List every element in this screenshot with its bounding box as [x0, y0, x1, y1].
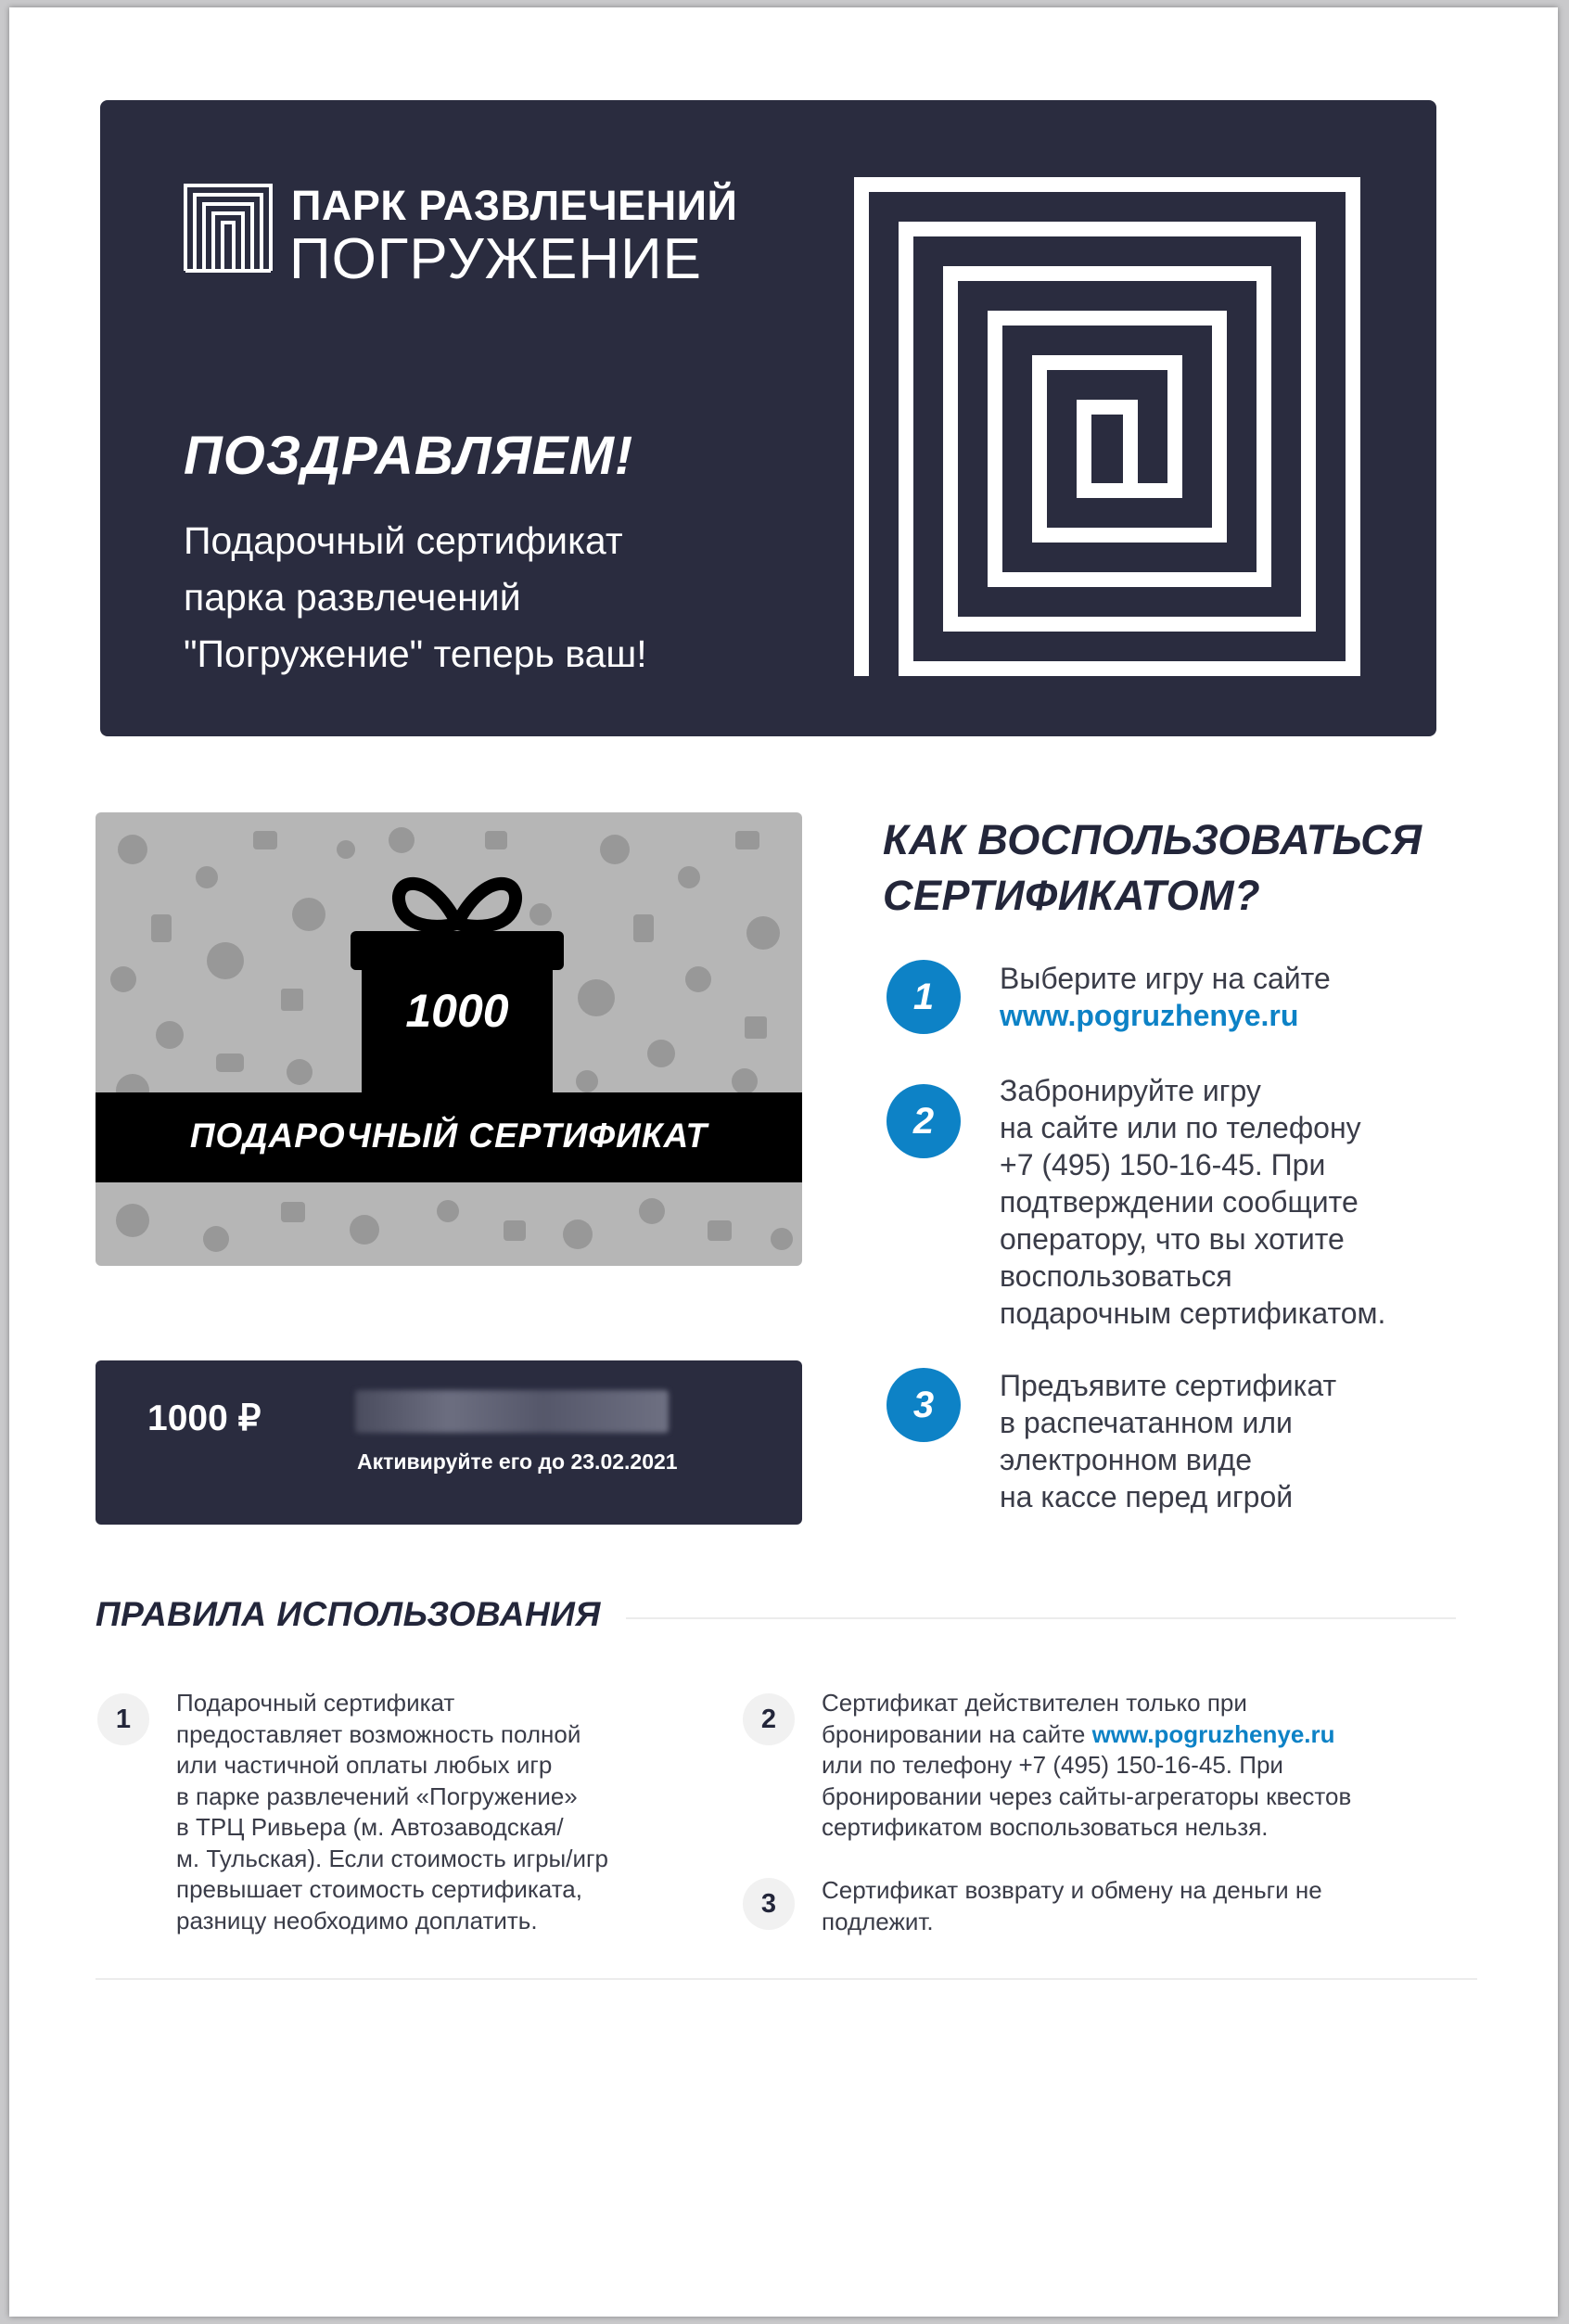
howto-heading-line: КАК ВОСПОЛЬЗОВАТЬСЯ [883, 816, 1422, 863]
hero-message-line: "Погружение" теперь ваш! [184, 632, 647, 675]
step-number-badge: 3 [887, 1368, 961, 1442]
park-logo-icon [184, 184, 273, 273]
step-text-line: оператору, что вы хотите [1000, 1222, 1345, 1256]
rule-text-line: м. Тульская). Если стоимость игры/игр [176, 1844, 608, 1872]
divider [96, 1978, 1477, 1980]
rule-text-line: разницу необходимо доплатить. [176, 1906, 538, 1935]
rule-text-line: или частичной оплаты любых игр [176, 1751, 553, 1779]
step-text-line: в распечатанном или [1000, 1406, 1293, 1439]
rule-text-line: подлежит. [822, 1907, 934, 1935]
rule-text-line [822, 1719, 1351, 1751]
step-text-line: +7 (495) 150-16-45. При [1000, 1148, 1326, 1181]
hero-banner [100, 100, 1436, 736]
rule-3-text [822, 1875, 1322, 1937]
certificate-page [9, 7, 1558, 2317]
rule-number-badge: 3 [743, 1878, 795, 1930]
spiral-logo-icon [854, 177, 1360, 676]
website-link[interactable]: www.pogruzhenye.ru [1000, 999, 1299, 1032]
rule-number-badge: 1 [97, 1693, 149, 1745]
certificate-code-redacted [355, 1390, 669, 1433]
step-3-text [1000, 1367, 1482, 1515]
certificate-value: 1000 ₽ [147, 1398, 262, 1438]
certificate-code-bar [96, 1360, 802, 1525]
rule-text-line: бронировании через сайты-агрегаторы квестов [822, 1781, 1352, 1810]
howto-heading [883, 812, 1439, 924]
howto-heading-line: СЕРТИФИКАТОМ? [883, 872, 1261, 919]
step-text-line: подарочным сертификатом. [1000, 1296, 1386, 1330]
step-text-line: на кассе перед игрой [1000, 1480, 1294, 1513]
gift-card-image [96, 812, 802, 1266]
card-band-label: ПОДАРОЧНЫЙ СЕРТИФИКАТ [189, 1117, 708, 1155]
gift-amount: 1000 [405, 985, 509, 1037]
hero-message-line: Подарочный сертификат [184, 519, 623, 562]
logo-text-park: ПАРК РАЗВЛЕЧЕНИЙ [291, 182, 738, 229]
activation-deadline: Активируйте его до 23.02.2021 [357, 1449, 678, 1474]
website-link[interactable]: www.pogruzhenye.ru [1091, 1719, 1335, 1748]
rule-text-fragment: бронировании на сайте [822, 1719, 1092, 1748]
rule-text-line: сертификатом воспользоваться нельзя. [822, 1813, 1269, 1841]
rule-text-line: в парке развлечений «Погружение» [176, 1781, 578, 1810]
rules-heading: ПРАВИЛА ИСПОЛЬЗОВАНИЯ [96, 1595, 601, 1633]
hero-message-line: парка развлечений [184, 576, 521, 619]
hero-title: ПОЗДРАВЛЯЕМ! [184, 426, 634, 486]
step-number-badge: 1 [887, 960, 961, 1034]
step-text-line: Забронируйте игру [1000, 1074, 1261, 1107]
divider [626, 1617, 1456, 1619]
step-2-text [1000, 1072, 1482, 1332]
rule-text-line: в ТРЦ Ривьера (м. Автозаводская/ [176, 1813, 564, 1841]
rule-text-line: Сертификат действителен только при [822, 1689, 1247, 1717]
rule-text-line: Подарочный сертификат [176, 1689, 455, 1717]
rule-text-line: или по телефону +7 (495) 150-16-45. При [822, 1751, 1283, 1779]
step-text-line: Предъявите сертификат [1000, 1369, 1337, 1402]
rule-2-text [822, 1688, 1351, 1844]
rule-1-text [176, 1688, 608, 1936]
step-text-line: воспользоваться [1000, 1259, 1232, 1293]
hero-message [184, 513, 851, 683]
rule-text-line: превышает стоимость сертификата, [176, 1875, 582, 1903]
step-1-text [1000, 960, 1482, 1034]
rule-text-line: предоставляет возможность полной [176, 1719, 581, 1748]
rule-number-badge: 2 [743, 1693, 795, 1745]
step-text-line: Выберите игру на сайте [1000, 962, 1331, 995]
step-number-badge: 2 [887, 1084, 961, 1158]
step-text-line: на сайте или по телефону [1000, 1111, 1361, 1144]
step-text-line: подтверждении сообщите [1000, 1185, 1359, 1219]
rule-text-line: Сертификат возврату и обмену на деньги не [822, 1876, 1322, 1904]
logo-text-name: ПОГРУЖЕНИЕ [289, 227, 703, 291]
step-text-line: электронном виде [1000, 1443, 1253, 1476]
